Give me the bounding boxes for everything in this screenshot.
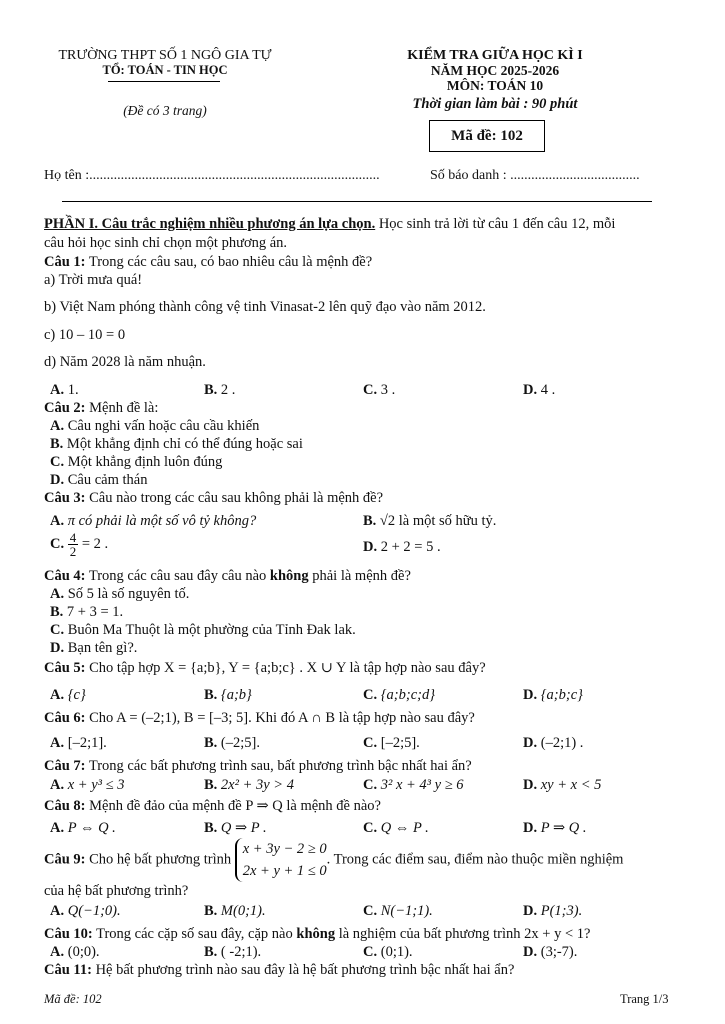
option-letter: C. bbox=[363, 903, 378, 919]
option-letter: A. bbox=[50, 513, 65, 529]
q11-label: Câu 11: bbox=[44, 962, 92, 978]
q2-label: Câu 2: bbox=[44, 400, 86, 416]
option-text: (–2;5]. bbox=[220, 735, 260, 751]
department: TỔ: TOÁN - TIN HỌC bbox=[102, 63, 228, 77]
part1-desc2: câu hỏi học sinh chỉ chọn một phương án. bbox=[44, 235, 288, 251]
option-letter: A. bbox=[50, 418, 65, 434]
question-2 bbox=[44, 400, 158, 417]
option-letter: A. bbox=[50, 586, 65, 602]
fraction-numerator: 4 bbox=[69, 530, 77, 545]
option-text: ( -2;1). bbox=[220, 944, 262, 960]
inequality-system bbox=[235, 838, 327, 882]
q4-option-d[interactable] bbox=[50, 640, 137, 657]
option-letter: D. bbox=[523, 820, 538, 836]
option-text: N(−1;1). bbox=[380, 903, 433, 919]
name-field[interactable]: Họ tên :................................................................................... bbox=[44, 168, 380, 183]
option-text: Số 5 là số nguyên tố. bbox=[67, 586, 190, 602]
q1-label: Câu 1: bbox=[44, 254, 86, 270]
option-letter: B. bbox=[363, 513, 377, 529]
pages-note: (Đề có 3 trang) bbox=[123, 103, 207, 118]
option-letter: D. bbox=[523, 903, 538, 919]
part1-desc1: Học sinh trả lời từ câu 1 đến câu 12, mỗi bbox=[375, 216, 616, 232]
q4-option-b[interactable] bbox=[50, 604, 123, 621]
option-text: Một khẳng định luôn đúng bbox=[67, 454, 223, 470]
option-letter: D. bbox=[523, 735, 538, 751]
q2-option-d[interactable] bbox=[50, 472, 147, 489]
q7-label: Câu 7: bbox=[44, 758, 86, 774]
question-4 bbox=[44, 568, 411, 585]
q1-statement-a: a) Trời mưa quá! bbox=[44, 272, 143, 288]
q8-label: Câu 8: bbox=[44, 798, 86, 814]
footer-exam-code: Mã đề: 102 bbox=[44, 992, 102, 1006]
q3-option-a[interactable] bbox=[50, 513, 256, 530]
q5-option-a[interactable] bbox=[50, 687, 86, 704]
option-letter: C. bbox=[363, 777, 378, 793]
q6-option-b[interactable] bbox=[204, 735, 260, 752]
option-letter: B. bbox=[204, 777, 218, 793]
option-text: Một khẳng định chỉ có thể đúng hoặc sai bbox=[66, 436, 303, 452]
option-letter: C. bbox=[363, 382, 378, 398]
school-year: NĂM HỌC 2025-2026 bbox=[430, 63, 560, 78]
option-text: 3 . bbox=[380, 382, 396, 398]
option-text: 2 + 2 = 5 . bbox=[380, 539, 441, 555]
option-text: {a;b;c;d} bbox=[380, 687, 436, 703]
option-text: {a;b} bbox=[220, 687, 252, 703]
q3-option-b[interactable] bbox=[363, 513, 496, 530]
option-letter: B. bbox=[50, 604, 64, 620]
question-11 bbox=[44, 962, 514, 979]
q6-label: Câu 6: bbox=[44, 710, 86, 726]
option-text: 3² x + 4³ y ≥ 6 bbox=[380, 777, 464, 793]
q4-option-a[interactable] bbox=[50, 586, 189, 603]
q10-option-d[interactable] bbox=[523, 944, 577, 961]
q1-statement-c: c) 10 – 10 = 0 bbox=[44, 327, 126, 343]
option-text: Q ⇔ P . bbox=[380, 820, 429, 836]
option-text: 2x² + 3y > 4 bbox=[220, 777, 294, 793]
option-text: Câu nghi vấn hoặc câu cầu khiến bbox=[67, 418, 260, 434]
q1-option-a[interactable] bbox=[50, 382, 79, 399]
option-text: 2 . bbox=[220, 382, 236, 398]
exam-time: Thời gian làm bài : 90 phút bbox=[412, 96, 578, 112]
q4-text1: Trong các câu sau đây câu nào bbox=[85, 568, 270, 584]
option-text: (–2;1) . bbox=[540, 735, 584, 751]
option-text: xy + x < 5 bbox=[540, 777, 602, 793]
option-letter: C. bbox=[363, 687, 378, 703]
option-text: 1. bbox=[67, 382, 79, 398]
question-8 bbox=[44, 798, 381, 815]
option-text: [–2;1]. bbox=[67, 735, 107, 751]
q2-text: Mệnh đề là: bbox=[85, 400, 159, 416]
option-letter: D. bbox=[523, 777, 538, 793]
option-text: Q(−1;0). bbox=[67, 903, 121, 919]
q10-option-a[interactable] bbox=[50, 944, 100, 961]
option-letter: D. bbox=[523, 944, 538, 960]
option-letter: B. bbox=[204, 382, 218, 398]
question-6 bbox=[44, 710, 475, 727]
option-letter: B. bbox=[204, 735, 218, 751]
student-line-divider bbox=[62, 201, 652, 202]
q5-option-d[interactable] bbox=[523, 687, 583, 704]
option-letter: B. bbox=[50, 436, 64, 452]
option-text: (0;0). bbox=[67, 944, 100, 960]
option-letter: C. bbox=[50, 454, 65, 470]
q10-text1: Trong các cặp số sau đây, cặp nào bbox=[92, 926, 297, 942]
q9-label: Câu 9: bbox=[44, 851, 86, 868]
q5-text: Cho tập hợp X = {a;b}, Y = {a;b;c} . X ∪ Y là tập hợp nào sau đây? bbox=[85, 660, 486, 676]
option-text: Buôn Ma Thuột là một phường của Tỉnh Đak lak. bbox=[67, 622, 356, 638]
q10-label: Câu 10: bbox=[44, 926, 93, 942]
option-letter: D. bbox=[50, 640, 65, 656]
option-letter: B. bbox=[204, 820, 218, 836]
q8-option-c[interactable] bbox=[363, 820, 429, 837]
option-letter: A. bbox=[50, 687, 65, 703]
q8-option-d[interactable] bbox=[523, 820, 586, 837]
option-letter: C. bbox=[363, 944, 378, 960]
option-text: P ⇒ Q . bbox=[540, 820, 587, 836]
q4-label: Câu 4: bbox=[44, 568, 86, 584]
q9-option-c[interactable] bbox=[363, 903, 433, 920]
option-letter: D. bbox=[523, 687, 538, 703]
q5-option-b[interactable] bbox=[204, 687, 252, 704]
q1-text: Trong các câu sau, có bao nhiêu câu là mệnh đề? bbox=[85, 254, 373, 270]
option-letter: A. bbox=[50, 382, 65, 398]
exam-code-box bbox=[429, 120, 545, 152]
q1-statement-d: d) Năm 2028 là năm nhuận. bbox=[44, 354, 206, 370]
option-text: 7 + 3 = 1. bbox=[66, 604, 124, 620]
q8-text: Mệnh đề đảo của mệnh đề P ⇒ Q là mệnh đề nào? bbox=[85, 798, 381, 814]
option-letter: A. bbox=[50, 777, 65, 793]
option-letter: C. bbox=[50, 535, 65, 552]
q3-option-c[interactable] bbox=[50, 531, 108, 558]
q10-option-b[interactable] bbox=[204, 944, 261, 961]
option-letter: C. bbox=[363, 820, 378, 836]
q1-option-d[interactable] bbox=[523, 382, 555, 399]
option-text: {c} bbox=[67, 687, 86, 703]
fraction bbox=[68, 531, 79, 558]
q1-statement-b: b) Việt Nam phóng thành công vệ tinh Vinasat-2 lên quỹ đạo vào năm 2012. bbox=[44, 299, 486, 315]
system-eq-2: 2x + y + 1 ≤ 0 bbox=[242, 863, 327, 879]
q3-option-d[interactable] bbox=[363, 539, 441, 556]
q10-text2: là nghiệm của bất phương trình 2x + y < 1? bbox=[335, 926, 591, 942]
option-text: 4 . bbox=[540, 382, 556, 398]
option-letter: A. bbox=[50, 735, 65, 751]
q1-option-c[interactable] bbox=[363, 382, 395, 399]
option-text: P ⇔ Q . bbox=[67, 820, 116, 836]
q7-option-b[interactable] bbox=[204, 777, 294, 794]
q2-option-c[interactable] bbox=[50, 454, 222, 471]
option-letter: A. bbox=[50, 820, 65, 836]
option-text: Câu cảm thán bbox=[67, 472, 148, 488]
option-text: Q ⇒ P . bbox=[220, 820, 267, 836]
footer-page-number: Trang 1/3 bbox=[620, 992, 669, 1006]
q9-text2: . Trong các điểm sau, điểm nào thuộc miền nghiệm bbox=[326, 851, 624, 868]
question-1 bbox=[44, 254, 372, 271]
q9-option-d[interactable] bbox=[523, 903, 582, 920]
system-eq-1: x + 3y − 2 ≥ 0 bbox=[242, 841, 327, 857]
q9-option-a[interactable] bbox=[50, 903, 121, 920]
option-text: P(1;3). bbox=[540, 903, 583, 919]
q10-option-c[interactable] bbox=[363, 944, 413, 961]
exam-code: Mã đề: 102 bbox=[451, 128, 523, 144]
option-text: = 2 . bbox=[81, 535, 109, 552]
q4-emphasis: không bbox=[269, 568, 309, 584]
q6-option-a[interactable] bbox=[50, 735, 107, 752]
q9-text3: của hệ bất phương trình? bbox=[44, 883, 189, 899]
option-letter: D. bbox=[50, 472, 65, 488]
option-letter: B. bbox=[204, 903, 218, 919]
part1-title: PHẦN I. Câu trắc nghiệm nhiều phương án lựa chọn. bbox=[44, 216, 376, 232]
q2-option-a[interactable] bbox=[50, 418, 259, 435]
option-text: (0;1). bbox=[380, 944, 413, 960]
option-text: √2 là một số hữu tỷ. bbox=[379, 513, 497, 529]
question-5 bbox=[44, 660, 486, 677]
option-letter: B. bbox=[204, 687, 218, 703]
q4-text2: phải là mệnh đề? bbox=[308, 568, 411, 584]
option-letter: A. bbox=[50, 903, 65, 919]
option-text: {a;b;c} bbox=[540, 687, 583, 703]
sbd-field[interactable]: Số báo danh : ..................................... bbox=[430, 168, 640, 183]
option-text: π có phải là một số vô tỷ không? bbox=[67, 513, 257, 529]
q8-option-b[interactable] bbox=[204, 820, 267, 837]
option-text: [–2;5]. bbox=[380, 735, 420, 751]
option-text: x + y³ ≤ 3 bbox=[67, 777, 125, 793]
q6-text: Cho A = (–2;1), B = [–3; 5]. Khi đó A ∩ B là tập hợp nào sau đây? bbox=[85, 710, 475, 726]
q9-option-b[interactable] bbox=[204, 903, 266, 920]
option-text: Bạn tên gì?. bbox=[67, 640, 138, 656]
question-7 bbox=[44, 758, 472, 775]
q7-option-c[interactable] bbox=[363, 777, 464, 794]
option-letter: D. bbox=[523, 382, 538, 398]
school-name: TRƯỜNG THPT SỐ 1 NGÔ GIA TỰ bbox=[58, 48, 272, 63]
exam-title: KIỂM TRA GIỮA HỌC KÌ I bbox=[407, 48, 583, 63]
header-divider bbox=[108, 81, 220, 82]
q7-option-d[interactable] bbox=[523, 777, 601, 794]
q8-option-a[interactable] bbox=[50, 820, 116, 837]
q3-text: Câu nào trong các câu sau không phải là mệnh đề? bbox=[85, 490, 384, 506]
q7-option-a[interactable] bbox=[50, 777, 124, 794]
option-letter: B. bbox=[204, 944, 218, 960]
q6-option-c[interactable] bbox=[363, 735, 420, 752]
q10-emphasis: không bbox=[296, 926, 336, 942]
q2-option-b[interactable] bbox=[50, 436, 303, 453]
q9-text1: Cho hệ bất phương trình bbox=[85, 851, 235, 868]
option-letter: A. bbox=[50, 944, 65, 960]
question-3 bbox=[44, 490, 383, 507]
q11-text: Hệ bất phương trình nào sau đây là hệ bất phương trình bậc nhất hai ẩn? bbox=[91, 962, 515, 978]
q5-label: Câu 5: bbox=[44, 660, 86, 676]
q6-option-d[interactable] bbox=[523, 735, 583, 752]
option-text: M(0;1). bbox=[220, 903, 266, 919]
fraction-denominator: 2 bbox=[69, 544, 77, 559]
part1-heading bbox=[44, 216, 615, 233]
question-9 bbox=[44, 838, 623, 882]
option-letter: C. bbox=[50, 622, 65, 638]
q4-option-c[interactable] bbox=[50, 622, 356, 639]
q5-option-c[interactable] bbox=[363, 687, 435, 704]
q7-text: Trong các bất phương trình sau, bất phương trình bậc nhất hai ẩn? bbox=[85, 758, 472, 774]
q3-label: Câu 3: bbox=[44, 490, 86, 506]
option-letter: D. bbox=[363, 539, 378, 555]
option-letter: C. bbox=[363, 735, 378, 751]
option-text: (3;-7). bbox=[540, 944, 578, 960]
q1-option-b[interactable] bbox=[204, 382, 235, 399]
subject: MÔN: TOÁN 10 bbox=[446, 78, 544, 93]
question-10 bbox=[44, 926, 590, 943]
